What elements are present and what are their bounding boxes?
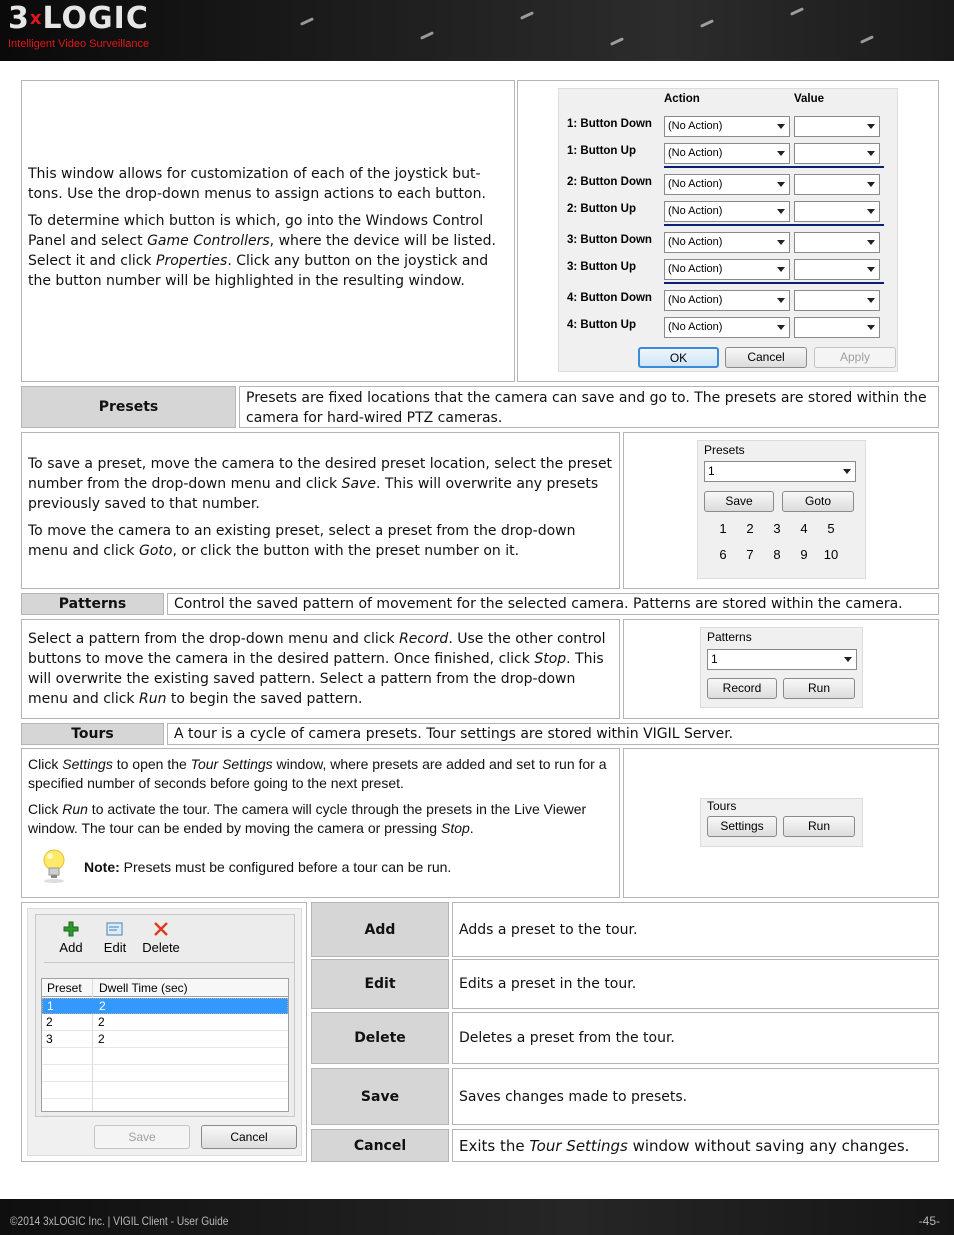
tour-preset-grid [41, 978, 289, 1112]
tour-action-description: Saves changes made to presets. [452, 1068, 939, 1125]
tour-action-label: Save [311, 1068, 449, 1125]
chevron-down-icon [777, 124, 785, 129]
presets-label: Presets [21, 386, 236, 428]
joystick-screenshot-cell [517, 80, 939, 382]
joystick-button-label: 1: Button Up [567, 145, 636, 157]
presets-paragraph-2: To move the camera to an existing preset, select a preset from the drop-down menu and click Goto, or click the button with the preset number on it. [28, 522, 576, 559]
presets-widget [697, 440, 866, 579]
chevron-down-icon [777, 240, 785, 245]
patterns-paragraph: Select a pattern from the drop-down menu and click Record. Use the other control buttons to move the camera in the desired pattern. Once finished, click Stop. This will overwrite the existing saved pattern. Select a pattern from the drop-down menu and click Run to begin the saved pattern. [28, 631, 606, 707]
preset-number-button[interactable]: 10 [823, 547, 839, 562]
table-row[interactable]: 2 2 [42, 1015, 288, 1031]
tour-save-button[interactable]: Save [94, 1125, 190, 1149]
value-select[interactable] [794, 116, 880, 137]
tours-screenshot-cell [623, 748, 939, 898]
patterns-screenshot-cell [623, 619, 939, 719]
ok-button[interactable]: OK [638, 347, 719, 368]
tour-action-label: Cancel [311, 1129, 449, 1162]
tour-cancel-button[interactable]: Cancel [201, 1125, 297, 1149]
tour-action-label: Add [311, 902, 449, 957]
delete-tool[interactable]: Delete [138, 921, 184, 955]
group-separator [664, 282, 884, 284]
grid-header [42, 979, 288, 997]
tours-widget [700, 798, 863, 847]
tour-action-description: Deletes a preset from the tour. [452, 1012, 939, 1064]
value-select[interactable] [794, 317, 880, 338]
patterns-summary: Control the saved pattern of movement for the selected camera. Patterns are stored within the camera. [167, 593, 939, 615]
joystick-button-label: 3: Button Down [567, 234, 652, 246]
value-select[interactable] [794, 143, 880, 164]
preset-number-button[interactable]: 3 [773, 521, 781, 536]
value-select[interactable] [794, 290, 880, 311]
table-row[interactable]: 1 2 [42, 998, 288, 1014]
tours-description [21, 748, 620, 898]
value-select[interactable] [794, 174, 880, 195]
chevron-down-icon [777, 209, 785, 214]
preset-select[interactable]: 1 [704, 461, 856, 482]
empty-grid-row [42, 1083, 288, 1099]
action-select[interactable]: (No Action) [664, 143, 790, 164]
run-tour-button[interactable]: Run [783, 816, 855, 837]
chevron-down-icon [844, 657, 852, 662]
tour-settings-button[interactable]: Settings [707, 816, 777, 837]
tours-note: Note: Presets must be configured before a tour can be run. [84, 859, 452, 875]
record-pattern-button[interactable]: Record [707, 678, 777, 699]
chevron-down-icon [867, 267, 875, 272]
tour-action-description: Adds a preset to the tour. [452, 902, 939, 957]
add-tool[interactable]: Add [54, 921, 88, 955]
presets-description [21, 432, 620, 589]
chevron-down-icon [777, 298, 785, 303]
chevron-down-icon [777, 325, 785, 330]
company-logo: 3xLOGIC [8, 1, 149, 36]
tours-widget-title: Tours [707, 799, 737, 813]
chevron-down-icon [867, 298, 875, 303]
patterns-label: Patterns [21, 593, 164, 615]
patterns-widget-title: Patterns [707, 630, 752, 644]
group-separator [664, 224, 884, 226]
tours-summary: A tour is a cycle of camera presets. Tour settings are stored within VIGIL Server. [167, 723, 939, 745]
preset-number-button[interactable]: 8 [773, 547, 781, 562]
tour-action-label: Delete [311, 1012, 449, 1064]
tour-action-label: Edit [311, 959, 449, 1009]
empty-grid-row [42, 1066, 288, 1082]
goto-preset-button[interactable]: Goto [782, 491, 854, 512]
tours-paragraph-1: Click Settings to open the Tour Settings window, where presets are added and set to run for a specified number of seconds before going to the next preset. [28, 756, 607, 791]
page-header [0, 0, 954, 61]
tours-paragraph-2: Click Run to activate the tour. The camera will cycle through the presets in the Live Viewer window. The tour can be ended by moving the camera or pressing Stop. [28, 801, 587, 836]
action-select[interactable]: (No Action) [664, 232, 790, 253]
joystick-button-label: 3: Button Up [567, 261, 636, 273]
plus-icon [63, 921, 79, 937]
empty-grid-row [42, 1049, 288, 1065]
dwell-column-header: Dwell Time (sec) [99, 981, 188, 995]
preset-number-button[interactable]: 4 [800, 521, 808, 536]
joystick-dialog [558, 88, 898, 372]
value-column-header: Value [794, 93, 825, 105]
apply-button[interactable]: Apply [814, 347, 896, 368]
chevron-down-icon [777, 151, 785, 156]
pattern-select[interactable]: 1 [707, 649, 857, 670]
joystick-button-label: 2: Button Up [567, 203, 636, 215]
preset-column-header: Preset [47, 981, 82, 995]
action-select[interactable]: (No Action) [664, 116, 790, 137]
tours-label: Tours [21, 723, 164, 745]
table-row[interactable]: 3 2 [42, 1032, 288, 1048]
run-pattern-button[interactable]: Run [783, 678, 855, 699]
tour-settings-panel [35, 914, 295, 1117]
joystick-button-label: 4: Button Down [567, 292, 652, 304]
joystick-button-label: 4: Button Up [567, 319, 636, 331]
cancel-button[interactable]: Cancel [725, 347, 807, 368]
tour-action-description: Edits a preset in the tour. [452, 959, 939, 1009]
empty-grid-row [42, 1100, 288, 1116]
joystick-paragraph-1: This window allows for customization of each of the joystick but-tons. Use the drop-down menus to assign actions to each button. [28, 166, 486, 202]
logo-tagline: Intelligent Video Surveillance [8, 38, 150, 50]
joystick-paragraph-2: To determine which button is which, go into the Windows Control Panel and select Game Controllers, where the device will be listed. Select it and click Properties. Click any button on the joystick and the button number will be highlighted in the resulting window. [28, 213, 496, 289]
edit-tool[interactable]: Edit [98, 921, 132, 955]
value-select[interactable] [794, 232, 880, 253]
presets-paragraph-1: To save a preset, move the camera to the desired preset location, select the preset number from the drop-down menu and click Save. This will overwrite any presets previously saved to that number. [28, 455, 613, 512]
chevron-down-icon [867, 209, 875, 214]
action-select[interactable]: (No Action) [664, 201, 790, 222]
preset-number-button[interactable]: 1 [719, 521, 727, 536]
presets-widget-title: Presets [704, 443, 745, 457]
patterns-widget [700, 627, 863, 708]
action-select[interactable]: (No Action) [664, 174, 790, 195]
action-select[interactable]: (No Action) [664, 317, 790, 338]
presets-screenshot-cell [623, 432, 939, 589]
page-footer [0, 1199, 954, 1235]
preset-number-button[interactable]: 2 [746, 521, 754, 536]
action-column-header: Action [664, 93, 700, 105]
preset-number-button[interactable]: 6 [719, 547, 727, 562]
action-select[interactable]: (No Action) [664, 290, 790, 311]
chevron-down-icon [867, 151, 875, 156]
value-select[interactable] [794, 201, 880, 222]
presets-summary: Presets are fixed locations that the camera can save and go to. The presets are stored within the camera for hard-wired PTZ cameras. [239, 386, 939, 428]
tour-settings-window [27, 908, 302, 1156]
chevron-down-icon [867, 325, 875, 330]
tour-action-description: Exits the Tour Settings window without saving any changes. [452, 1129, 939, 1162]
preset-number-button[interactable]: 9 [800, 547, 808, 562]
lightbulb-icon [38, 847, 70, 888]
chevron-down-icon [777, 267, 785, 272]
preset-number-button[interactable]: 7 [746, 547, 754, 562]
tour-toolbar [44, 919, 294, 963]
chevron-down-icon [867, 240, 875, 245]
page-number: -45- [918, 1214, 940, 1228]
chevron-down-icon [867, 124, 875, 129]
edit-icon [106, 921, 124, 937]
chevron-down-icon [843, 469, 851, 474]
value-select[interactable] [794, 259, 880, 280]
patterns-description [21, 619, 620, 719]
footer-copyright: ©2014 3xLOGIC Inc. | VIGIL Client - User Guide [10, 1214, 229, 1228]
joystick-button-label: 2: Button Down [567, 176, 652, 188]
action-select[interactable]: (No Action) [664, 259, 790, 280]
preset-number-button[interactable]: 5 [827, 521, 835, 536]
chevron-down-icon [777, 182, 785, 187]
joystick-description [21, 80, 515, 382]
group-separator [664, 166, 884, 168]
tour-settings-screenshot-cell [21, 902, 307, 1162]
joystick-button-label: 1: Button Down [567, 118, 652, 130]
delete-x-icon [153, 921, 169, 937]
save-preset-button[interactable]: Save [704, 491, 774, 512]
chevron-down-icon [867, 182, 875, 187]
